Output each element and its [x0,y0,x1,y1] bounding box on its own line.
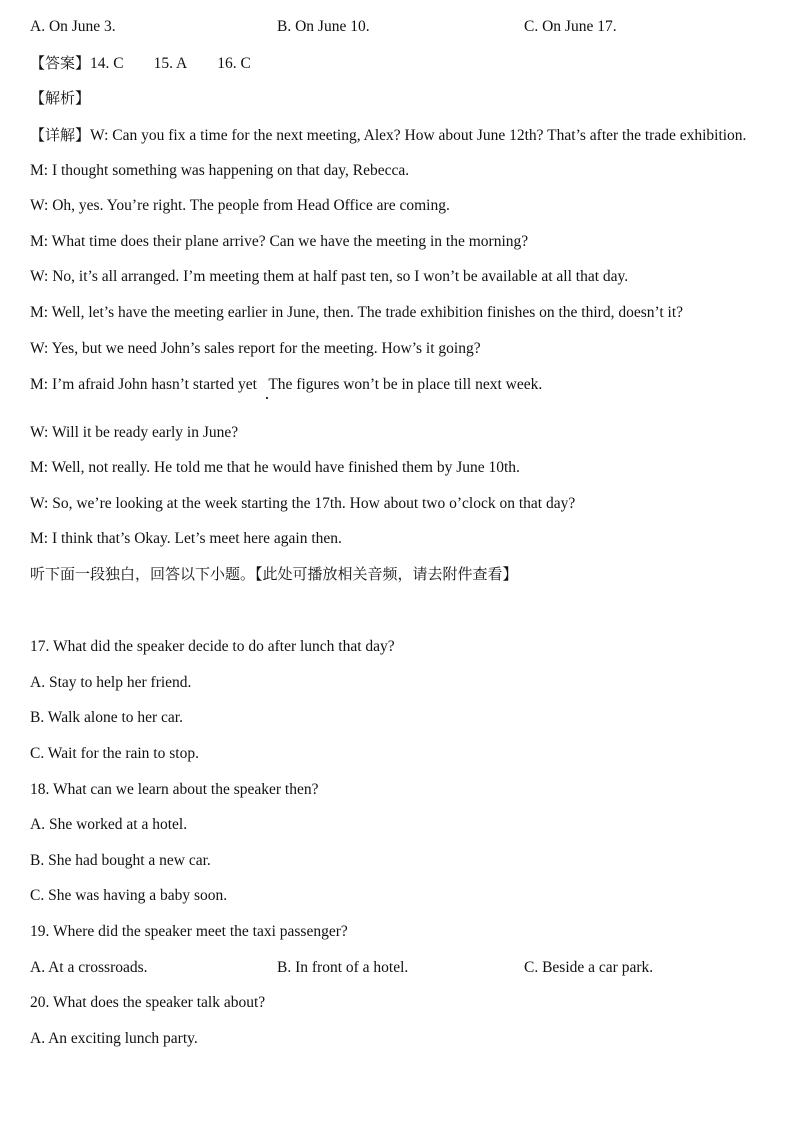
transcript-line: M: I think that’s Okay. Let’s meet here again then. [30,530,342,547]
answer-item: 16. C [217,55,251,72]
option-b: B. In front of a hotel. [277,959,409,976]
transcript-line: M: Well, let’s have the meeting earlier in June, then. The trade exhibition finishes on the third, doesn’t it? [30,304,684,321]
question-option: C. Wait for the rain to stop. [30,745,199,762]
question-17: 17. What did the speaker decide to do after lunch that day? [30,638,395,655]
answer-label: 【答案】 [30,54,91,72]
q19-options [30,958,770,978]
transcript-text: W: Can you fix a time for the next meeting, Alex? How about June 12th? That’s after the trade exhibition. [90,127,747,144]
listening-instruction: 听下面一段独白，回答以下小题。【此处可播放相关音频，请去附件查看】 [30,565,518,583]
answer-line [30,53,251,74]
transcript-line: W: Yes, but we need John’s sales report for the meeting. How’s it going? [30,340,481,357]
transcript-line: M: Well, not really. He told me that he would have finished them by June 10th. [30,459,520,476]
question-option: C. She was having a baby soon. [30,887,228,904]
analysis-label: 【解析】 [30,89,91,107]
transcript-line: M: I thought something was happening on that day, Rebecca. [30,162,410,179]
question-option: A. Stay to help her friend. [30,674,192,691]
stray-dot [266,397,268,399]
question-18: 18. What can we learn about the speaker then? [30,781,319,798]
transcript-line: W: So, we’re looking at the week starting the 17th. How about two o’clock on that day? [30,495,576,512]
transcript-line: W: No, it’s all arranged. I’m meeting them at half past ten, so I won’t be available at all that day. [30,268,629,285]
question-19: 19. Where did the speaker meet the taxi passenger? [30,923,348,940]
question-option: A. She worked at a hotel. [30,816,188,833]
answer-item: 15. A [153,55,188,72]
q16-options [30,17,770,37]
transcript-line: M: What time does their plane arrive? Can we have the meeting in the morning? [30,233,529,250]
option-c: C. On June 17. [524,18,617,35]
transcript-line: M: I’m afraid John hasn’t started yet The figures won’t be in place till next week. [30,376,543,393]
question-20: 20. What does the speaker talk about? [30,994,266,1011]
transcript-line: W: Will it be ready early in June? [30,424,239,441]
option-a: A. On June 3. [30,18,116,35]
question-option: B. She had bought a new car. [30,852,211,869]
option-c: C. Beside a car park. [524,959,654,976]
question-option: B. Walk alone to her car. [30,709,183,726]
option-a: A. At a crossroads. [30,959,148,976]
answer-item: 14. C [90,55,124,72]
transcript-line [30,125,746,146]
option-b: B. On June 10. [277,18,370,35]
question-option: A. An exciting lunch party. [30,1030,198,1047]
detail-label: 【详解】 [30,126,91,144]
transcript-line: W: Oh, yes. You’re right. The people from Head Office are coming. [30,197,450,214]
